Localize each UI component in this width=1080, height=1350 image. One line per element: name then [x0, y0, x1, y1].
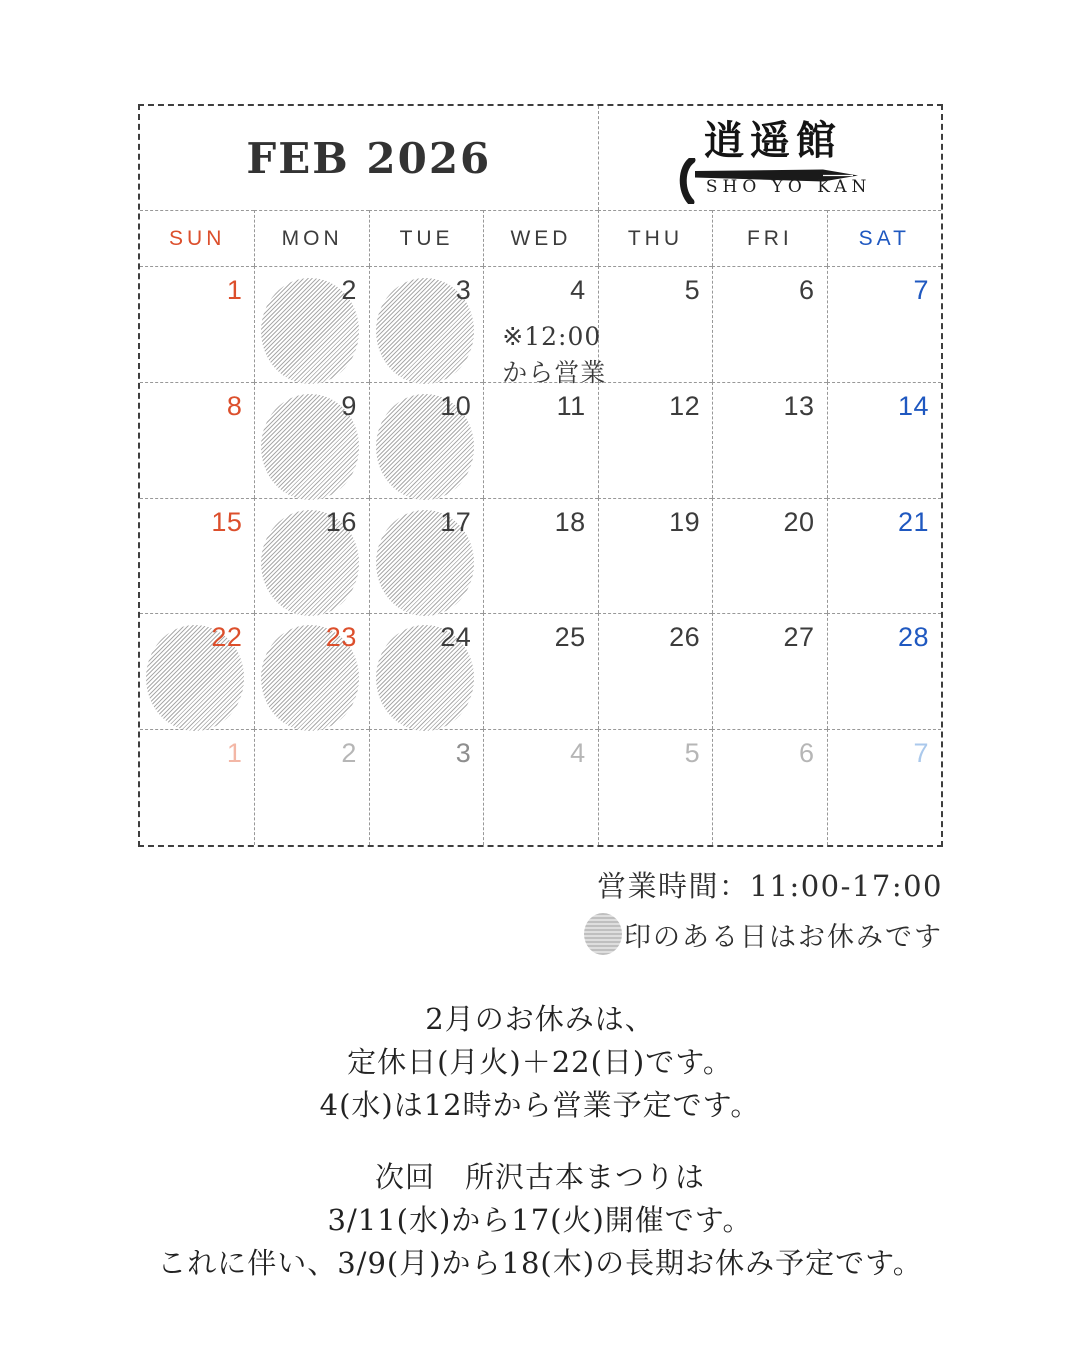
- day-number: 9: [341, 390, 357, 421]
- day-number: 2: [341, 275, 357, 305]
- day-cell-feb-6: [712, 266, 826, 382]
- day-number: 19: [669, 506, 701, 537]
- day-number: 7: [913, 275, 929, 305]
- announcement-paragraph-2: [0, 1156, 1080, 1285]
- day-cell-feb-7: [827, 266, 941, 382]
- announcement-line: 次回 所沢古本まつりは: [374, 1160, 705, 1194]
- weekday-header-fri: FRI: [712, 210, 826, 266]
- day-number: 2: [341, 738, 357, 769]
- day-number: 12: [669, 390, 701, 421]
- day-cell-feb-8: [140, 382, 254, 498]
- day-cell-feb-28: [827, 613, 941, 729]
- day-number: 3: [455, 738, 472, 769]
- weekday-header-mon: MON: [254, 210, 368, 266]
- calendar-title-cell: [140, 106, 598, 210]
- day-cell-feb-5: [598, 266, 712, 382]
- day-cell-mar-5: [598, 729, 712, 845]
- day-number: 17: [440, 506, 472, 537]
- day-cell-mar-3: [369, 729, 483, 845]
- day-cell-feb-23: [254, 613, 368, 729]
- day-number: 27: [783, 622, 815, 653]
- day-number: 11: [556, 390, 586, 421]
- day-number: 18: [554, 506, 586, 537]
- day-cell-feb-3: [369, 266, 483, 382]
- day-cell-feb-1: [140, 266, 254, 382]
- shop-logo-kanji: 逍遥館: [703, 116, 842, 164]
- day-cell-feb-16: [254, 498, 368, 614]
- shop-logo-romaji: SHO YO KAN: [705, 176, 872, 197]
- day-cell-feb-9: [254, 382, 368, 498]
- day-number: 14: [897, 390, 929, 421]
- announcement-line: 3/11(水)から17(火)開催です。: [327, 1203, 753, 1237]
- day-number: 6: [799, 275, 815, 305]
- closed-marker-label: 印のある日はお休みです: [624, 921, 943, 953]
- day-cell-mar-4: [483, 729, 597, 845]
- day-cell-feb-15: [140, 498, 254, 614]
- day-cell-feb-11: [483, 382, 597, 498]
- day-number: 28: [897, 622, 929, 653]
- day-cell-feb-10: [369, 382, 483, 498]
- day-cell-mar-7: [827, 729, 941, 845]
- gray-circle-icon: [584, 913, 622, 955]
- day-note: ※12:00 から営業: [502, 322, 607, 387]
- day-cell-feb-26: [598, 613, 712, 729]
- day-cell-feb-4: [483, 266, 607, 387]
- day-cell-feb-27: [712, 613, 826, 729]
- day-number: 13: [783, 390, 815, 421]
- legend-block: [584, 864, 943, 955]
- day-number: 23: [325, 622, 357, 653]
- day-number: 16: [325, 506, 357, 537]
- day-cell-feb-17: [369, 498, 483, 614]
- announcement-line: 定休日(月火)＋22(日)です。: [347, 1045, 733, 1079]
- day-cell-feb-14: [827, 382, 941, 498]
- day-number: 4: [570, 738, 586, 769]
- month-title: FEB 2026: [246, 133, 492, 183]
- day-number: 22: [211, 622, 243, 653]
- day-number: 26: [669, 622, 701, 653]
- weekday-header-thu: THU: [598, 210, 712, 266]
- day-number: 25: [554, 622, 586, 653]
- day-number: 5: [684, 275, 701, 305]
- day-cell-feb-13: [712, 382, 826, 498]
- announcement-line: これに伴い、3/9(月)から18(木)の長期お休み予定です。: [157, 1246, 923, 1280]
- day-cell-feb-20: [712, 498, 826, 614]
- day-number: 15: [211, 506, 243, 537]
- weekday-header-sat: SAT: [827, 210, 941, 266]
- weekday-header-wed: WED: [483, 210, 597, 266]
- day-cell-feb-12: [598, 382, 712, 498]
- announcement-paragraph-1: [0, 998, 1080, 1127]
- day-number: 1: [226, 738, 243, 769]
- day-number: 4: [570, 275, 586, 305]
- day-number: 3: [455, 275, 472, 305]
- business-hours-text: 営業時間：11:00-17:00: [597, 869, 943, 903]
- day-number: 1: [226, 275, 243, 305]
- calendar-grid: [138, 104, 943, 847]
- weekday-header-sun: SUN: [140, 210, 254, 266]
- day-cell-mar-1: [140, 729, 254, 845]
- announcement-line: 2月のお休みは、: [425, 1002, 655, 1036]
- day-number: 20: [783, 506, 815, 537]
- day-cell-mar-6: [712, 729, 826, 845]
- day-number: 21: [897, 506, 929, 537]
- day-number: 10: [440, 390, 472, 421]
- day-number: 7: [913, 738, 929, 769]
- announcement-line: 4(水)は12時から営業予定です。: [319, 1088, 761, 1122]
- closed-marker-legend: [584, 913, 943, 955]
- day-cell-feb-22: [140, 613, 254, 729]
- day-cell-feb-2: [254, 266, 368, 382]
- day-cell-feb-21: [827, 498, 941, 614]
- day-number: 8: [226, 390, 243, 421]
- shop-logo: [674, 116, 872, 197]
- day-cell-feb-18: [483, 498, 597, 614]
- day-cell-feb-24: [369, 613, 483, 729]
- day-cell-feb-19: [598, 498, 712, 614]
- day-cell-feb-25: [483, 613, 597, 729]
- day-cell-mar-2: [254, 729, 368, 845]
- day-number: 6: [799, 738, 815, 769]
- day-number: 24: [440, 622, 472, 653]
- calendar-logo-cell: [598, 106, 941, 210]
- day-number: 5: [684, 738, 701, 769]
- weekday-header-tue: TUE: [369, 210, 483, 266]
